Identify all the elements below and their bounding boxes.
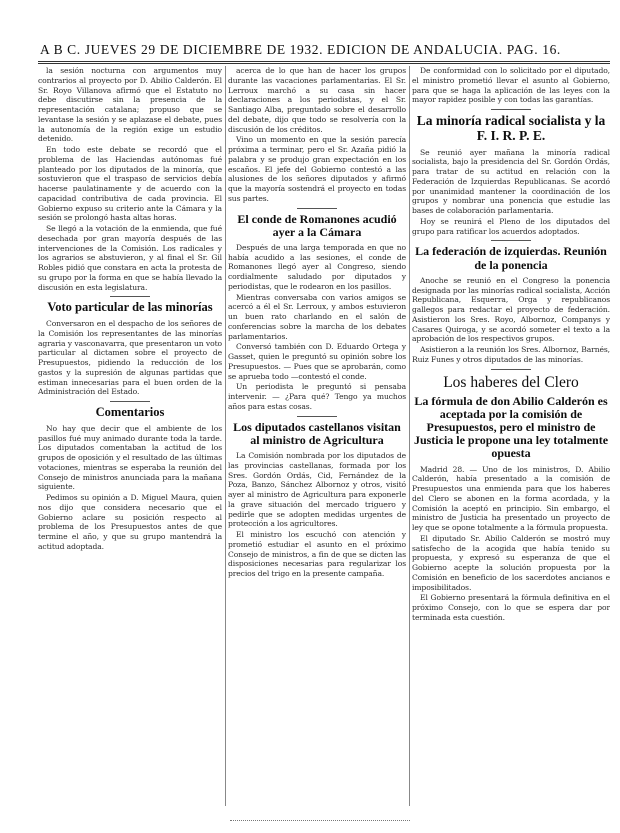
headline-romanones: El conde de Romanones acudió ayer a la Cámara — [237, 211, 397, 239]
headline-haberes-clero: Los haberes del Clero — [443, 373, 579, 391]
article-paragraph: El Gobierno presentará la fórmula definitiva en el próximo Consejo, con lo que se espera dar por terminada esta cuestión. — [412, 593, 610, 622]
article-paragraph: Se llegó a la votación de la enmienda, que fué desechada por gran mayoría después de las intervenciones de la Comisión. Los radicales y los agrarios se abstuvieron, y al final el Sr. Gil Robles pidió que constara en acta la protesta de su grupo por la forma en que se había llevado la discusión en esta legislatura. — [38, 224, 222, 292]
running-head: A B C. JUEVES 29 DE DICIEMBRE DE 1932. EDICION DE ANDALUCIA. PAG. 16. — [40, 42, 561, 57]
article-paragraph: En todo este debate se recordó que el problema de las Haciendas autónomas fué planteado por los diputados de la minoría, que sostuvieron que el traspaso de servicios debía hacerse paulatinamente y de acuerdo con la capacidad contributiva de cada provincia. El Gobierno expuso su criterio ante la Cámara y la sesión se prolongó hasta altas horas. — [38, 145, 222, 223]
column-divider-left — [225, 66, 226, 806]
article-paragraph: Después de una larga temporada en que no había acudido a las sesiones, el conde de Romanones llegó ayer al Congreso, siendo cordialmente saludado por diputados y periodistas, que le rodearon en los pasillos. — [228, 242, 406, 291]
article-paragraph: Conversaron en el despacho de los señores de la Comisión los representantes de las minorías agraria y vasconavarra, que presentaron un voto particular al dictamen sobre el proyecto de Presupuestos, pidiendo la reducción de los gastos y la supresión de algunas partidas que estiman innecesarias para el buen orden de la Administración del Estado. — [38, 319, 222, 397]
headline-minoria-radical: La minoría radical socialista y la F. I. R. P. E. — [416, 113, 606, 143]
headline-voto-particular: Voto particular de las minorías — [47, 300, 213, 315]
section-separator — [297, 416, 337, 417]
article-paragraph: Un periodista le preguntó si pensaba intervenir. — ¿Para qué? Tengo ya muchos años para estas cosas. — [228, 382, 406, 411]
footer-dotted-rule — [230, 820, 410, 825]
article-paragraph: El diputado Sr. Abilio Calderón se mostró muy satisfecho de la acogida que había tenido su propuesta, y expresó su esperanza de que el Gobierno acepte la solución propuesta por la Comisión en beneficio de los sacerdotes ancianos e imposibilitados. — [412, 533, 610, 592]
column-1 — [38, 66, 222, 806]
article-paragraph: Pedimos su opinión a D. Miguel Maura, quien nos dijo que considera necesario que el Gobierno aclare su posición respecto al problema de los Presupuestos antes de que termine el año, y que su grupo mantendrá la actitud adoptada. — [38, 493, 222, 551]
headline-comentarios: Comentarios — [95, 405, 165, 419]
section-separator — [491, 369, 531, 370]
article-paragraph: Madrid 28. — Uno de los ministros, D. Abilio Calderón, había presentado a la comisión de Presupuestos una enmienda para que los haberes del Clero se abonen en la forma acordada, y la Comisión la aceptó en principio. Sin embargo, el ministro de Justicia ha presentado un proyecto de ley que se opone totalmente a la fórmula propuesta. — [412, 464, 610, 533]
article-paragraph: De conformidad con lo solicitado por el diputado, el ministro prometió llevar el asunto al Gobierno, para que se haga la aplicación de las leyes con la mayor rapidez posible y con todas las garantías. — [412, 66, 610, 105]
article-paragraph: Vino un momento en que la sesión parecía próxima a terminar, pero el Sr. Azaña pidió la palabra y se produjo gran expectación en los escaños. El jefe del Gobierno contestó a las alusiones de los señores diputados y afirmó que la mayoría sostendrá el proyecto en todas sus partes. — [228, 135, 406, 203]
section-separator — [491, 109, 531, 110]
section-separator — [297, 208, 337, 209]
subheadline-abilio-calderon: La fórmula de don Abilio Calderón es aceptada por la comisión de Presupuestos, pero el ministro de Justicia le propone una ley totalmente opuesta — [413, 393, 609, 461]
column-3 — [412, 66, 610, 806]
article-paragraph: El ministro los escuchó con atención y prometió estudiar el asunto en el próximo Consejo de ministros, a fin de que se dicten las disposiciones necesarias para regularizar los precios del trigo en la presente campaña. — [228, 530, 406, 578]
header-rule-double — [38, 63, 610, 64]
article-paragraph: Hoy se reunirá el Pleno de los diputados del grupo para ratificar los acuerdos adoptados. — [412, 216, 610, 236]
article-paragraph: Asistieron a la reunión los Sres. Albornoz, Barnés, Ruiz Funes y otros diputados de las minorías. — [412, 345, 610, 364]
section-separator — [110, 296, 150, 297]
article-paragraph: acerca de lo que han de hacer los grupos durante las vacaciones parlamentarias. El Sr. Lerroux marchó a su casa sin hacer declaraciones a los periodistas, y el Sr. Santiago Alba, preguntado sobre el desarrollo del debate, dijo que todo se resolvería con la discusión de los créditos. — [228, 66, 406, 134]
header-rule — [38, 61, 610, 62]
article-paragraph: Conversó también con D. Eduardo Ortega y Gasset, quien le preguntó su opinión sobre los Presupuestos. — Pues que se aprobarán, como se aprueba todo —contestó el conde. — [228, 342, 406, 381]
headline-diputados-castellanos: Los diputados castellanos visitan al ministro de Agricultura — [233, 419, 401, 447]
article-paragraph: La Comisión nombrada por los diputados de las provincias castellanas, formada por los Sres. Gordón Ordás, Cid, Fernández de la Poza, Banzo, Sánchez Albornoz y otros, visitó ayer al ministro de Agricultura para exponerle la grave situación del mercado triguero y pedirle que se adopten medidas urgentes de protección a los agricultores. — [228, 451, 406, 529]
article-paragraph: No hay que decir que el ambiente de los pasillos fué muy animado durante toda la tarde. Los diputados comentaban la actitud de los grupos de oposición y el resultado de las últimas votaciones, mientras se esperaba la reunión del Consejo de ministros anunciada para la mañana siguiente. — [38, 423, 222, 492]
article-paragraph: la sesión nocturna con argumentos muy contrarios al proyecto por D. Abilio Calderón. El Sr. Royo Villanova afirmó que el Estatuto no debe discutirse sin la presencia de la representación catalana; propuso que se levantase la sesión y se aplazase el debate, pues la autonomía de la región exige un estudio detenido. — [38, 66, 222, 144]
article-paragraph: Mientras conversaba con varios amigos se acercó a él el Sr. Lerroux, y ambos estuvieron un buen rato charlando en el salón de conferencias sobre la marcha de los debates parlamentarios. — [228, 292, 406, 341]
article-paragraph: Anoche se reunió en el Congreso la ponencia designada por las minorías radical socialista, Acción Republicana, Esquerra, Orga y republicanos gallegos para redactar el proyecto de federación. Asistieron los Sres. Royo, Albornoz, Companys y Casares Quiroga, y se acordó someter el texto a la aprobación de los respectivos grupos. — [412, 275, 610, 344]
article-paragraph: Se reunió ayer mañana la minoría radical socialista, bajo la presidencia del Sr. Gordón Ordás, para tratar de su actitud en relación con la Federación de Izquierdas Republicanas. Se acordó por unanimidad mantener la coordinación de los grupos y nombrar una ponencia que estudie las bases de colaboración parlamentaria. — [412, 147, 610, 216]
section-separator — [491, 240, 531, 241]
column-2 — [228, 66, 406, 806]
column-divider-right — [409, 66, 410, 806]
headline-federacion-izquierdas: La federación de izquierdas. Reunión de la ponencia — [415, 244, 607, 272]
section-separator — [110, 401, 150, 402]
